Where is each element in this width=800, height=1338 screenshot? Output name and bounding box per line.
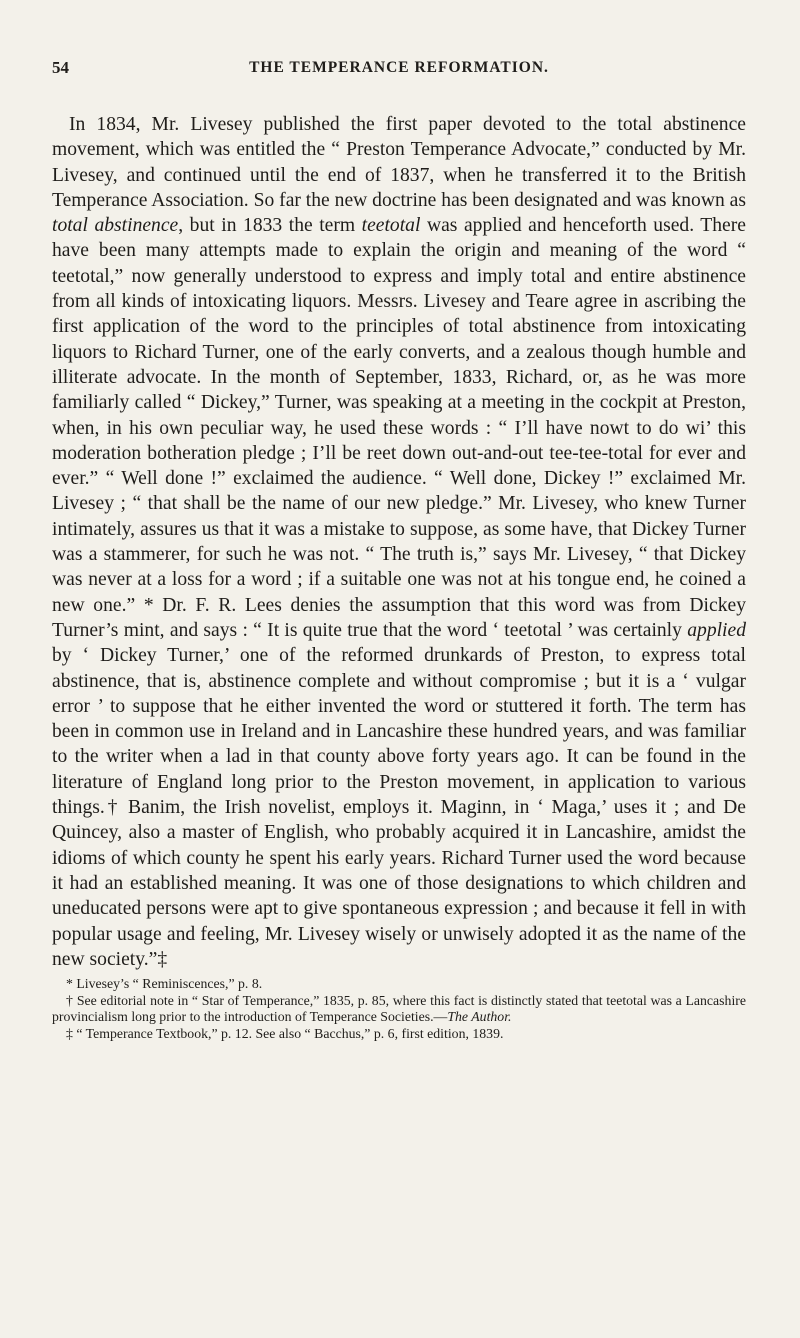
footnote-1: * Livesey’s “ Reminiscences,” p. 8. xyxy=(66,976,263,992)
italic-total-abstinence: total abstinence xyxy=(52,215,179,237)
paragraph-text-1: In 1834, Mr. Livesey published the first paper devoted to the total abstinence movement, which was entitled the “ Preston Temperance Advocate,” conducted by Mr. Livesey, and continued until the end of 1837, when he transferred it to the British Temperance Association. So far the new doctrine has been designated and was known as xyxy=(52,114,746,211)
italic-teetotal: teetotal xyxy=(361,215,421,237)
body-paragraph xyxy=(52,112,746,972)
footnote-2-text: † See editorial note in “ Star of Temperance,” 1835, p. 85, where this fact is distinctly stated that teetotal was a Lancashire provincialism long prior to the introduction of Temperance Societies.— xyxy=(52,992,746,1025)
footnote-2-author: The Author. xyxy=(447,1009,512,1025)
book-page xyxy=(52,58,746,1042)
footnote-2 xyxy=(52,993,746,1026)
paragraph-text-4: by ‘ Dickey Turner,’ one of the reformed drunkards of Preston, to express total abstinence, that is, abstinence complete and without compromise ; but it is a ‘ vulgar error ’ to suppose that he either invented the word or stuttered it forth. The term has been in common use in Ireland and in Lancashire these hundred years, and was familiar to the writer when a lad in that county above forty years ago. It can be found in the literature of England long prior to the Preston movement, in application to various things.† Banim, the Irish novelist, employs it. Maginn, in ‘ Maga,’ uses it ; and De Quincey, also a master of English, who probably acquired it in Lancashire, amidst the idioms of which county he spent his early years. Richard Turner used the word because it had an established meaning. It was one of those designations to which children and uneducated persons were apt to give spontaneous expression ; and because it fell in with popular usage and feeling, Mr. Livesey wisely or unwisely adopted it as the name of the new society.”‡ xyxy=(52,645,746,970)
running-head: THE TEMPERANCE REFORMATION. xyxy=(249,59,549,76)
page-number: 54 xyxy=(52,58,69,77)
footnote-3: ‡ “ Temperance Textbook,” p. 12. See also “ Bacchus,” p. 6, first edition, 1839. xyxy=(66,1025,504,1041)
page-header xyxy=(52,58,746,92)
paragraph-text-3: was applied and henceforth used. There have been many attempts made to explain the origin and meaning of the word “ teetotal,” now generally understood to express and imply total and entire abstinence from all kinds of intoxicating liquors. Messrs. Livesey and Teare agree in ascribing the first application of the word to the principles of total abstinence from intoxicating liquors to Richard Turner, one of the early converts, and a zealous though humble and illiterate advocate. In the month of September, 1833, Richard, or, as he was more familiarly called “ Dickey,” Turner, was speaking at a meeting in the cockpit at Preston, when, in his own peculiar way, he used these words : “ I’ll have nowt to do wi’ this moderation botheration pledge ; I’ll be reet down out-and-out tee-tee-total for ever and ever.” “ Well done !” exclaimed the audience. “ Well done, Dickey !” exclaimed Mr. Livesey ; “ that shall be the name of our new pledge.” Mr. Livesey, who knew Turner intimately, assures us that it was a mistake to suppose, as some have, that Dickey Turner was a stammerer, for such he was not. “ The truth is,” says Mr. Livesey, “ that Dickey was never at a loss for a word ; if a suitable one was not at his tongue end, he coined a new one.” * Dr. F. R. Lees denies the assumption that this word was from Dickey Turner’s mint, and says : “ It is quite true that the word ‘ teetotal ’ was certainly xyxy=(52,215,746,641)
italic-applied: applied xyxy=(687,619,746,641)
footnotes xyxy=(52,976,746,1042)
paragraph-text-2: , but in 1833 the term xyxy=(178,215,362,237)
